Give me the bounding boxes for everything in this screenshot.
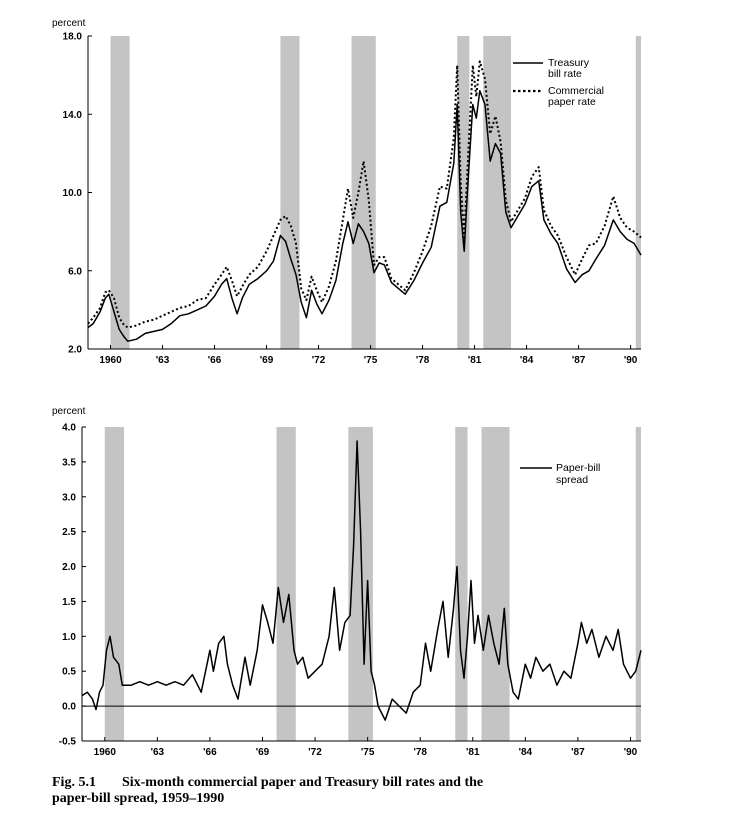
top-y-tick-label-5: 18.0 bbox=[62, 31, 82, 43]
top-x-tick-label-8: '81 bbox=[467, 355, 482, 366]
top-x-tick-label-2: '63 bbox=[155, 355, 170, 366]
caption-text-line2: paper-bill spread, 1959–1990 bbox=[52, 791, 225, 806]
legend-commercial-line2: paper rate bbox=[548, 96, 596, 108]
top-x-tick-label-10: '87 bbox=[571, 355, 586, 366]
bottom-y-unit-label: percent bbox=[52, 406, 86, 417]
bottom-y-tick-label-7: 2.5 bbox=[62, 527, 76, 539]
top-y-unit-label: percent bbox=[52, 18, 86, 29]
top-recession-band-1 bbox=[111, 36, 130, 349]
bottom-y-tick-label-1: -0.5 bbox=[58, 736, 76, 748]
top-legend bbox=[513, 57, 604, 108]
bottom-x-tick-label-8: '81 bbox=[466, 747, 480, 758]
bottom-y-tick-label-9: 3.5 bbox=[62, 457, 76, 469]
bottom-panel bbox=[52, 406, 641, 758]
bottom-x-tick-label-5: '72 bbox=[308, 747, 322, 758]
top-y-tick-label-2: 6.0 bbox=[68, 266, 82, 278]
top-recession-band-3 bbox=[351, 36, 375, 349]
bottom-x-tick-label-10: '87 bbox=[571, 747, 585, 758]
bottom-legend bbox=[520, 462, 600, 486]
legend-treasury-line2: bill rate bbox=[548, 68, 582, 80]
bottom-recession-band-5 bbox=[482, 427, 510, 741]
bottom-y-tick-label-4: 1.0 bbox=[62, 631, 76, 643]
top-y-tick-label-4: 14.0 bbox=[62, 109, 82, 121]
bottom-x-tick-label-9: '84 bbox=[518, 747, 533, 758]
top-recession-band-6 bbox=[636, 36, 641, 349]
top-x-tick-label-3: '66 bbox=[207, 355, 222, 366]
caption-text-line1: Six-month commercial paper and Treasury bill rates and the bbox=[121, 775, 484, 790]
bottom-recession-band-2 bbox=[277, 427, 296, 741]
bottom-y-tick-label-2: 0.0 bbox=[62, 701, 76, 713]
top-recession-band-2 bbox=[280, 36, 299, 349]
bottom-recession-band-6 bbox=[636, 427, 641, 741]
top-panel bbox=[52, 18, 641, 366]
bottom-x-tick-label-6: '75 bbox=[360, 747, 375, 758]
bottom-x-tick-label-2: '63 bbox=[150, 747, 165, 758]
top-x-tick-label-5: '72 bbox=[311, 355, 326, 366]
bottom-y-tick-label-3: 0.5 bbox=[62, 666, 76, 678]
bottom-x-tick-label-1: 1960 bbox=[93, 747, 116, 758]
top-x-tick-label-1: 1960 bbox=[99, 355, 122, 366]
figure-caption bbox=[52, 775, 652, 807]
legend-commercial-line1: Commercial bbox=[548, 85, 605, 97]
top-x-tick-label-7: '78 bbox=[415, 355, 430, 366]
legend-spread-line1: Paper-bill bbox=[556, 462, 601, 474]
bottom-y-tick-label-5: 1.5 bbox=[62, 596, 76, 608]
bottom-x-tick-label-4: '69 bbox=[255, 747, 270, 758]
top-x-tick-label-6: '75 bbox=[363, 355, 378, 366]
bottom-y-tick-label-8: 3.0 bbox=[62, 492, 76, 504]
legend-treasury-line1: Treasury bbox=[548, 57, 590, 69]
top-x-tick-label-9: '84 bbox=[519, 355, 534, 366]
top-y-tick-label-3: 10.0 bbox=[62, 188, 82, 199]
bottom-x-tick-label-3: '66 bbox=[203, 747, 217, 758]
bottom-y-tick-label-6: 2.0 bbox=[62, 562, 76, 574]
bottom-y-tick-label-10: 4.0 bbox=[62, 422, 76, 434]
legend-spread-line2: spread bbox=[556, 474, 589, 486]
bottom-x-tick-label-7: '78 bbox=[413, 747, 427, 758]
caption-figure-number: Fig. 5.1 bbox=[52, 775, 96, 790]
top-recession-band-5 bbox=[483, 36, 511, 349]
top-x-tick-label-11: '90 bbox=[623, 355, 638, 366]
bottom-recession-band-1 bbox=[105, 427, 124, 741]
top-x-tick-label-4: '69 bbox=[259, 355, 274, 366]
top-y-tick-label-1: 2.0 bbox=[68, 344, 82, 356]
top-recession-bands bbox=[111, 36, 641, 349]
bottom-x-tick-label-11: '90 bbox=[623, 747, 638, 758]
